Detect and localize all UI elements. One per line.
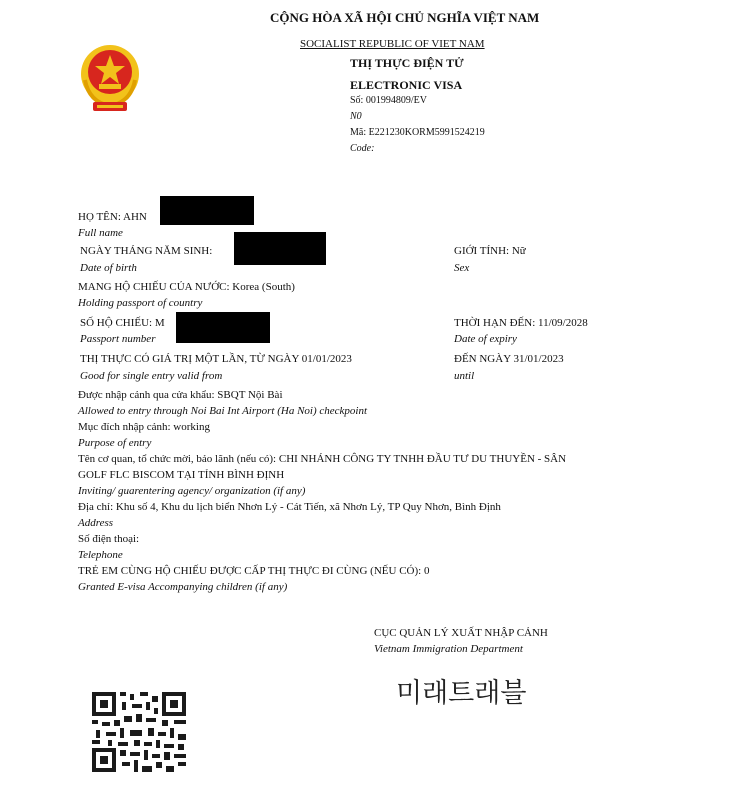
header-country-vn: CỘNG HÒA XÃ HỘI CHỦ NGHĨA VIỆT NAM bbox=[270, 10, 540, 25]
header-country-en: SOCIALIST REPUBLIC OF VIET NAM bbox=[300, 38, 485, 50]
sex-en: Sex bbox=[454, 262, 470, 274]
visa-number-en: N0 bbox=[350, 111, 362, 122]
dob-label: NGÀY THÁNG NĂM SINH: bbox=[80, 245, 213, 257]
valid-from: THỊ THỰC CÓ GIÁ TRỊ MỘT LẦN, TỪ NGÀY 01/01/2023 bbox=[80, 353, 352, 365]
sex-label: GIỚI TÍNH: Nữ bbox=[454, 245, 526, 257]
children: TRẺ EM CÙNG HỘ CHIẾU ĐƯỢC CẤP THỊ THỰC ĐI CÙNG (NẾU CÓ): 0 bbox=[78, 565, 430, 577]
entry-port-en: Allowed to entry through Noi Bai Int Airport (Ha Noi) checkpoint bbox=[78, 405, 368, 417]
redaction-passport-number bbox=[176, 312, 270, 343]
visa-title-en: ELECTRONIC VISA bbox=[350, 78, 463, 92]
valid-until-en: until bbox=[454, 370, 475, 382]
visa-code-en: Code: bbox=[350, 143, 375, 154]
valid-until: ĐẾN NGÀY 31/01/2023 bbox=[454, 353, 564, 365]
visa-number: Số: 001994809/EV bbox=[350, 95, 427, 106]
agency-line-2: GOLF FLC BISCOM TẠI TỈNH BÌNH ĐỊNH bbox=[78, 469, 285, 481]
qr-code-icon bbox=[92, 692, 186, 772]
expiry-en: Date of expiry bbox=[454, 333, 517, 345]
passport-number-label: SỐ HỘ CHIẾU: M bbox=[80, 317, 165, 329]
purpose: Mục đích nhập cảnh: working bbox=[78, 421, 210, 433]
expiry-label: THỜI HẠN ĐẾN: 11/09/2028 bbox=[454, 317, 588, 329]
phone-en: Telephone bbox=[78, 549, 123, 561]
visa-code: Mã: E221230KORM5991524219 bbox=[350, 127, 485, 138]
full-name-label: HỌ TÊN: AHN bbox=[78, 211, 147, 223]
agency-en: Inviting/ guarentering agency/ organization (if any) bbox=[78, 485, 306, 497]
issuer-name-en: Vietnam Immigration Department bbox=[374, 643, 523, 655]
full-name-en: Full name bbox=[78, 227, 123, 239]
address: Địa chỉ: Khu số 4, Khu du lịch biển Nhơn Lý - Cát Tiến, xã Nhơn Lý, TP Quy Nhơn, Bình Định bbox=[78, 501, 501, 513]
passport-country: MANG HỘ CHIẾU CỦA NƯỚC: Korea (South) bbox=[78, 281, 295, 293]
agency-line-1: Tên cơ quan, tổ chức mời, bảo lãnh (nếu có): CHI NHÁNH CÔNG TY TNHH ĐẦU TƯ DU THUYỀN - SÂN bbox=[78, 453, 567, 465]
purpose-en: Purpose of entry bbox=[78, 437, 152, 449]
redaction-dob bbox=[234, 232, 326, 265]
phone: Số điện thoại: bbox=[78, 533, 140, 545]
entry-port: Được nhập cảnh qua cửa khẩu: SBQT Nội Bài bbox=[78, 389, 283, 401]
passport-number-en: Passport number bbox=[80, 333, 156, 345]
issuer-name-vn: CỤC QUẢN LÝ XUẤT NHẬP CẢNH bbox=[374, 627, 548, 639]
redaction-full-name bbox=[160, 196, 254, 225]
watermark-text: 미래트래블 bbox=[396, 678, 527, 709]
vietnam-national-emblem-icon bbox=[79, 40, 141, 116]
children-en: Granted E-visa Accompanying children (if any) bbox=[78, 581, 288, 593]
dob-en: Date of birth bbox=[80, 262, 137, 274]
visa-title-vn: THỊ THỰC ĐIỆN TỬ bbox=[350, 56, 464, 70]
valid-from-en: Good for single entry valid from bbox=[80, 370, 223, 382]
passport-country-en: Holding passport of country bbox=[78, 297, 203, 309]
address-en: Address bbox=[78, 517, 114, 529]
